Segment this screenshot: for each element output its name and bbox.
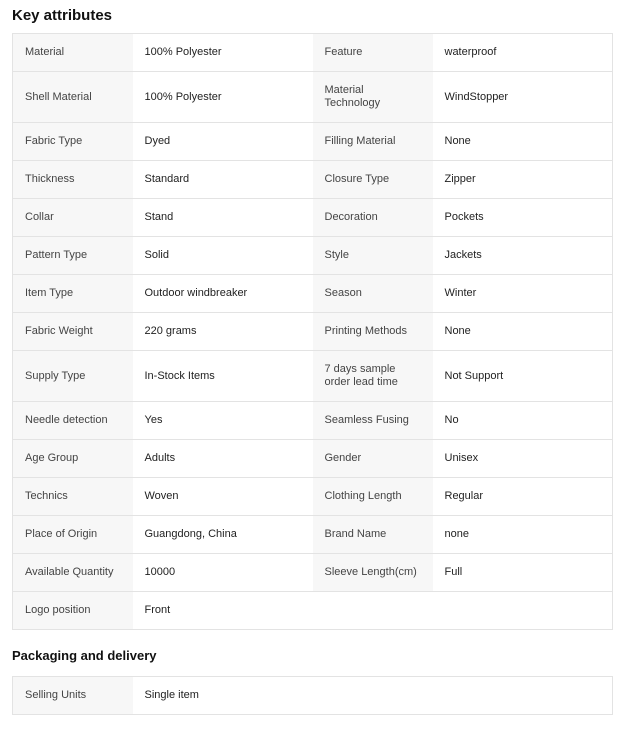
attribute-value: 10000	[133, 554, 313, 592]
packaging-heading: Packaging and delivery	[12, 648, 157, 663]
attribute-name: Material Technology	[313, 72, 433, 123]
attribute-value: In-Stock Items	[133, 351, 313, 402]
attribute-name: Fabric Type	[13, 123, 133, 161]
attribute-name: Seamless Fusing	[313, 402, 433, 440]
attribute-value: No	[433, 402, 613, 440]
table-row	[13, 199, 613, 237]
attribute-name: Available Quantity	[13, 554, 133, 592]
attribute-name: Fabric Weight	[13, 313, 133, 351]
attribute-value: Yes	[133, 402, 313, 440]
table-row	[13, 554, 613, 592]
attribute-name: Feature	[313, 34, 433, 72]
attribute-name: Sleeve Length(cm)	[313, 554, 433, 592]
attribute-value: Full	[433, 554, 613, 592]
attribute-name: Logo position	[13, 592, 133, 630]
table-row	[13, 313, 613, 351]
attribute-name: Closure Type	[313, 161, 433, 199]
attribute-value: None	[433, 123, 613, 161]
table-row	[13, 478, 613, 516]
attribute-name: Style	[313, 237, 433, 275]
attribute-value: 100% Polyester	[133, 72, 313, 123]
attribute-value: Winter	[433, 275, 613, 313]
attribute-value: WindStopper	[433, 72, 613, 123]
attribute-value: Single item	[133, 677, 613, 715]
attribute-name: Age Group	[13, 440, 133, 478]
attribute-name: Clothing Length	[313, 478, 433, 516]
table-row	[13, 34, 613, 72]
attribute-name: Material	[13, 34, 133, 72]
table-row	[13, 123, 613, 161]
attribute-value: Zipper	[433, 161, 613, 199]
attribute-value: Dyed	[133, 123, 313, 161]
table-row	[13, 351, 613, 402]
attribute-name: Shell Material	[13, 72, 133, 123]
attribute-name: Technics	[13, 478, 133, 516]
attribute-value: Jackets	[433, 237, 613, 275]
attribute-name: Gender	[313, 440, 433, 478]
attribute-value: Unisex	[433, 440, 613, 478]
attribute-value: none	[433, 516, 613, 554]
attribute-name: Supply Type	[13, 351, 133, 402]
attribute-value: Front	[133, 592, 313, 630]
table-row	[13, 275, 613, 313]
attribute-value: Solid	[133, 237, 313, 275]
attribute-value: Standard	[133, 161, 313, 199]
attribute-name: 7 days sample order lead time	[313, 351, 433, 402]
attribute-name: Pattern Type	[13, 237, 133, 275]
attribute-value: Outdoor windbreaker	[133, 275, 313, 313]
attribute-name: Printing Methods	[313, 313, 433, 351]
table-row	[13, 592, 613, 630]
key-attributes-heading: Key attributes	[12, 7, 113, 24]
attribute-name: Place of Origin	[13, 516, 133, 554]
attribute-value: Regular	[433, 478, 613, 516]
packaging-table	[12, 676, 613, 715]
attribute-name: Filling Material	[313, 123, 433, 161]
attribute-value: Not Support	[433, 351, 613, 402]
attribute-name: Brand Name	[313, 516, 433, 554]
attribute-value: Guangdong, China	[133, 516, 313, 554]
attribute-value: Adults	[133, 440, 313, 478]
attribute-name: Decoration	[313, 199, 433, 237]
table-row	[13, 161, 613, 199]
attribute-name: Collar	[13, 199, 133, 237]
empty-cell	[313, 592, 613, 630]
attribute-name: Season	[313, 275, 433, 313]
attribute-value: Woven	[133, 478, 313, 516]
table-row	[13, 440, 613, 478]
attribute-value: 220 grams	[133, 313, 313, 351]
table-row	[13, 402, 613, 440]
attribute-value: Stand	[133, 199, 313, 237]
attribute-value: Pockets	[433, 199, 613, 237]
attribute-name: Selling Units	[13, 677, 133, 715]
table-row	[13, 516, 613, 554]
attribute-name: Thickness	[13, 161, 133, 199]
attribute-name: Needle detection	[13, 402, 133, 440]
attribute-value: None	[433, 313, 613, 351]
key-attributes-table	[12, 33, 613, 630]
attribute-value: waterproof	[433, 34, 613, 72]
table-row	[13, 237, 613, 275]
table-row	[13, 72, 613, 123]
attribute-name: Item Type	[13, 275, 133, 313]
table-row	[13, 677, 613, 715]
attribute-value: 100% Polyester	[133, 34, 313, 72]
